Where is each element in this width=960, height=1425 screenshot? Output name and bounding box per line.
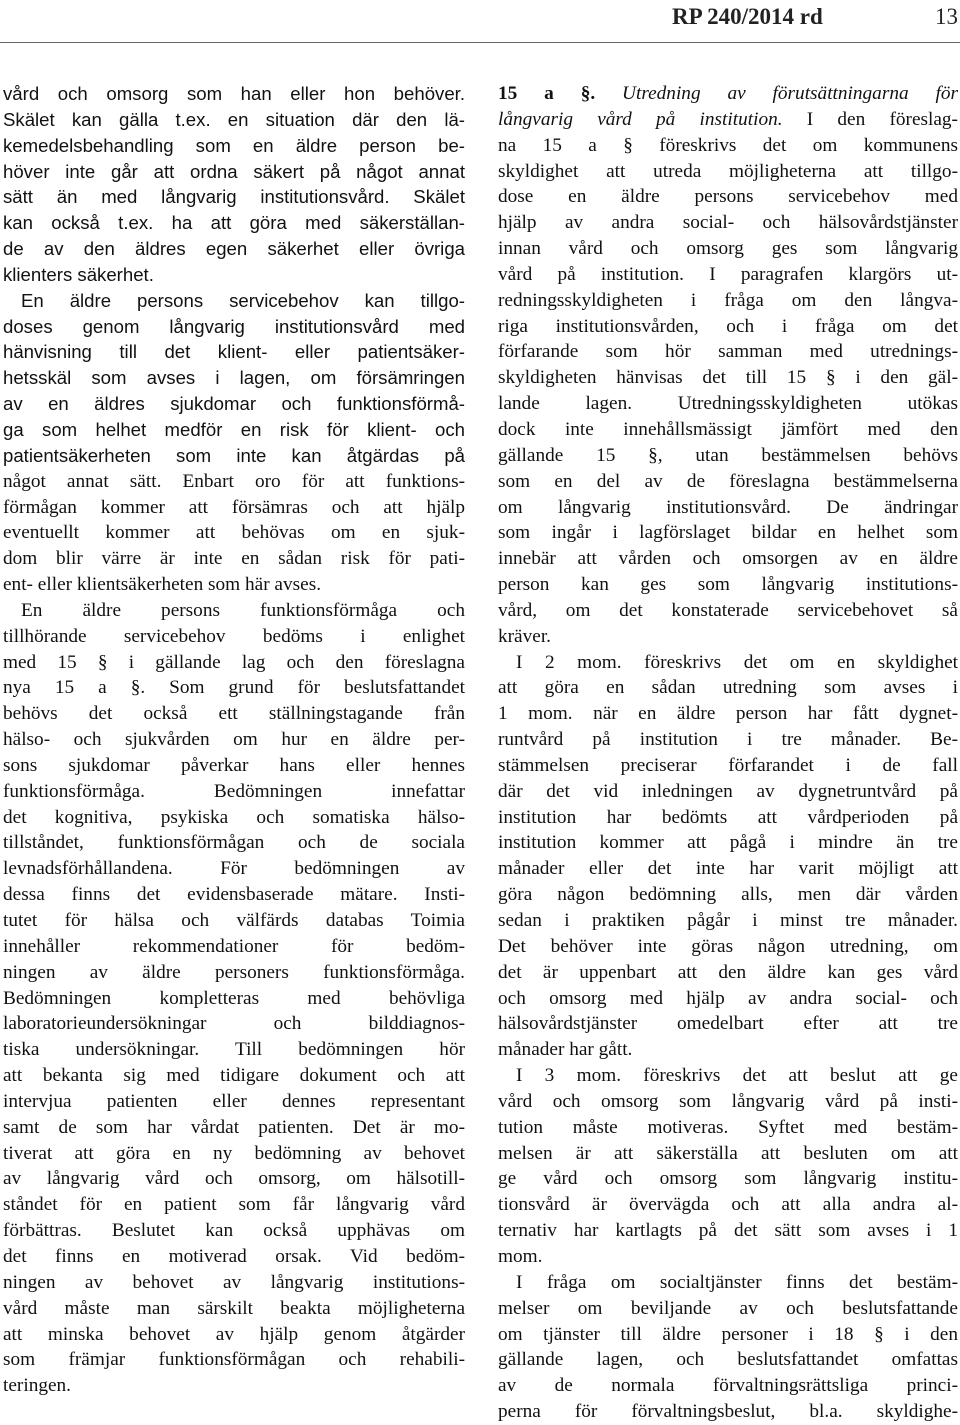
- text-line: tillståndet, funktionsförmågan och de sociala: [3, 832, 465, 854]
- text-line: sedan i praktiken pågår i minst tre månader.: [498, 910, 958, 931]
- section-number: 15 a §.: [498, 83, 596, 104]
- text-line: ternativ har kartlagts på det sätt som avses i 1: [498, 1220, 958, 1242]
- text-line: En äldre persons funktionsförmåga och: [21, 599, 465, 621]
- text-line: perna för förvaltningsbeslut, bl.a. skyldighe-: [498, 1401, 958, 1423]
- text-line: dessa finns det evidensbaserade mätare. Insti-: [3, 884, 465, 906]
- text-line: Skälet kan gälla t.ex. en situation där den lä-: [3, 108, 465, 130]
- text-line: gällande lagen, och beslutsfattandet omfattas: [498, 1349, 958, 1371]
- text-line: skyldighet att utreda möjligheterna att tillgo-: [498, 160, 958, 182]
- text-line: ningen av äldre personers funktionsförmåga.: [3, 961, 465, 983]
- text-line: vård på institution. I paragrafen klargörs ut-: [498, 263, 958, 285]
- text-line: I 2 mom. föreskrivs det om en skyldighet: [516, 651, 958, 673]
- text-line: att bekanta sig med tidigare dokument och att: [3, 1065, 465, 1087]
- text-line: Bedömningen kompletteras med behövliga: [3, 987, 465, 1009]
- text-line: tutet för hälsa och välfärds databas Toimia: [3, 910, 465, 931]
- text-line: förmågan kommer att försämras och att hjälp: [3, 496, 465, 518]
- text-line: institution har bedömts att vårdperioden på: [498, 806, 958, 828]
- text-line: laboratorieundersökningar och bilddiagnos-: [3, 1013, 465, 1035]
- text-line: hälso- och sjukvården om hur en äldre per-: [3, 729, 465, 751]
- text-line: vård och omsorg som han eller hon behöver.: [3, 83, 465, 104]
- text-line: kemedelsbehandling som en äldre person be-: [3, 134, 465, 156]
- text-line: tution måste motiveras. Syftet med bestäm-: [498, 1116, 958, 1138]
- section-title: långvarig vård på institution.: [498, 108, 783, 130]
- text-line: innan vård och omsorg ges som långvarig: [498, 238, 958, 260]
- text-line: 1 mom. när en äldre person har fått dygnet-: [498, 703, 958, 725]
- text-line: om långvarig institutionsvård. De ändringar: [498, 496, 958, 518]
- text-line: levnadsförhållandena. För bedömningen av: [3, 858, 465, 880]
- text-line: skyldigheten hänvisas det till 15 § i den gäl-: [498, 367, 958, 389]
- text-line: hetsskäl som avses i lagen, om försämringen: [3, 367, 465, 389]
- text-line: stämmelsen preciserar förfarandet i de fall: [498, 754, 958, 776]
- text-line: tionsvård är övervägda och att alla andra al-: [498, 1194, 958, 1216]
- text-line: sätt än med långvarig institutionsvård. Skälet: [3, 186, 465, 208]
- text-line: sons sjukdomar påverkar hans eller hennes: [3, 754, 465, 776]
- text-line: om tjänster till äldre personer i 18 § i den: [498, 1323, 958, 1345]
- text-line: lande lagen. Utredningsskyldigheten utökas: [498, 393, 958, 415]
- text-line: patientsäkerheten som inte kan åtgärdas på: [3, 444, 465, 466]
- text-line: där det vid inledningen av dygnetruntvård på: [498, 780, 958, 802]
- text-line: dose en äldre persons servicebehov med: [498, 186, 958, 208]
- document-id: RP 240/2014 rd: [672, 4, 823, 29]
- text-line: riga institutionsvården, och i fråga om det: [498, 315, 958, 337]
- text-line: hänvisning till det klient- eller patientsäker-: [3, 341, 465, 363]
- text-line: höver inte går att ordna säkert på något annat: [3, 160, 465, 182]
- text-line: En äldre persons servicebehov kan tillgo-: [21, 289, 465, 311]
- text-line: tiverat att göra en ny bedömning av behovet: [3, 1142, 465, 1164]
- text-line: na 15 a § föreskrivs det om kommunens: [498, 134, 958, 156]
- header-rule: [0, 42, 960, 43]
- text-line: av en äldres sjukdomar och funktionsförmå-: [3, 393, 465, 415]
- text-line: tiska undersökningar. Till bedömningen hör: [3, 1039, 465, 1061]
- text-line: ge vård och omsorg som långvarig institu-: [498, 1168, 958, 1190]
- text-line: innebär att vården och omsorgen av en äldre: [498, 548, 958, 570]
- text-line: dom blir värre är inte en sådan risk för pati-: [3, 548, 465, 570]
- text-line: ståndet för en patient som får långvarig vård: [3, 1194, 465, 1216]
- text-line: ga som helhet medför en risk för klient- och: [3, 418, 465, 440]
- text-line: institution kommer att pågå i mindre än tre: [498, 832, 958, 854]
- text-line: tillhörande servicebehov bedöms i enlighet: [3, 625, 465, 647]
- text-line: redningsskyldigheten i fråga om den långva-: [498, 289, 958, 311]
- text-line: som främjar funktionsförmågan och rehabili-: [3, 1349, 465, 1371]
- text-line: göra någon bedömning alls, men där vården: [498, 884, 958, 906]
- text-line: att minska behovet av hjälp genom åtgärder: [3, 1323, 465, 1345]
- text-line: gällande 15 §, utan bestämmelsen behövs: [498, 444, 958, 466]
- text-line: klienters säkerhet.: [3, 263, 154, 285]
- text-line: I 3 mom. föreskrivs det att beslut att ge: [516, 1065, 958, 1087]
- text-line: av långvarig vård och omsorg, om hälsotill-: [3, 1168, 465, 1190]
- body-text: I den föreslag-: [782, 108, 958, 130]
- text-line: intervjua patienten eller dennes representant: [3, 1090, 465, 1112]
- text-line: melser om beviljande av och beslutsfattande: [498, 1297, 958, 1319]
- text-line: som ingår i lagförslaget bildar en helhet som: [498, 522, 958, 544]
- text-line: hjälp av andra social- och hälsovårdstjänster: [498, 212, 958, 234]
- right-column: [498, 81, 958, 1425]
- text-line: ningen av behovet av långvarig institutions-: [3, 1271, 465, 1293]
- text-line: vård, om det konstaterade servicebehovet så: [498, 599, 958, 621]
- text-line: I fråga om socialtjänster finns det bestäm-: [516, 1271, 958, 1293]
- text-line: funktionsförmåga. Bedömningen innefattar: [3, 780, 465, 802]
- text-line: runtvård på institution i tre månader. Be-: [498, 729, 958, 751]
- text-line: samt de som har vårdat patienten. Det är mo-: [3, 1116, 465, 1138]
- text-line: det finns en motiverad orsak. Vid bedöm-: [3, 1245, 465, 1267]
- text-line: Det behöver inte göras någon utredning, om: [498, 935, 958, 957]
- left-column: [3, 81, 465, 1399]
- text-line: doses genom långvarig institutionsvård med: [3, 315, 465, 337]
- page-number: 13: [935, 4, 958, 29]
- text-line: som en del av de föreslagna bestämmelserna: [498, 470, 958, 492]
- text-line: månader har gått.: [498, 1039, 633, 1061]
- text-line: [498, 81, 958, 107]
- text-line: mom.: [498, 1245, 543, 1267]
- page-header: [0, 0, 960, 40]
- text-line: månader eller det inte har varit möjligt att: [498, 858, 958, 880]
- text-line: och omsorg med hjälp av andra social- och: [498, 987, 958, 1009]
- text-line: teringen.: [3, 1375, 71, 1397]
- text-line: det är uppenbart att den äldre kan ges vård: [498, 961, 958, 983]
- text-line: [498, 107, 958, 133]
- text-line: hälsovårdstjänster omedelbart efter att tre: [498, 1013, 958, 1035]
- section-title: Utredning av förutsättningarna för: [595, 83, 958, 104]
- text-line: vård och omsorg som långvarig vård på insti-: [498, 1090, 958, 1112]
- text-line: de av den äldres egen säkerhet eller övriga: [3, 238, 465, 260]
- text-line: att göra en sådan utredning som avses i: [498, 677, 958, 699]
- text-line: förbättras. Beslutet kan också upphävas om: [3, 1220, 465, 1242]
- text-line: vård måste man särskilt beakta möjligheterna: [3, 1297, 465, 1319]
- text-line: förfarande som hör samman med utrednings-: [498, 341, 958, 363]
- text-line: kan också t.ex. ha att göra med säkerställan-: [3, 212, 465, 234]
- text-line: eventuellt kommer att behövas om en sjuk-: [3, 522, 465, 544]
- text-line: med 15 § i gällande lag och den föreslagna: [3, 651, 465, 673]
- text-line: ent- eller klientsäkerheten som här avses.: [3, 574, 322, 596]
- text-line: av de normala förvaltningsrättsliga princi-: [498, 1375, 958, 1397]
- text-line: innehåller rekommendationer för bedöm-: [3, 935, 465, 957]
- text-line: melsen är att säkerställa att besluten om att: [498, 1142, 958, 1164]
- text-line: dock inte innehållsmässigt jämfört med den: [498, 418, 958, 440]
- text-line: något annat sätt. Enbart oro för att funktions-: [3, 470, 465, 492]
- text-line: kräver.: [498, 625, 551, 647]
- text-line: det kognitiva, psykiska och somatiska hälso-: [3, 806, 465, 828]
- text-line: nya 15 a §. Som grund för beslutsfattandet: [3, 677, 465, 699]
- text-line: person kan ges som långvarig institutions-: [498, 574, 958, 596]
- text-line: behövs det också ett ställningstagande från: [3, 703, 465, 725]
